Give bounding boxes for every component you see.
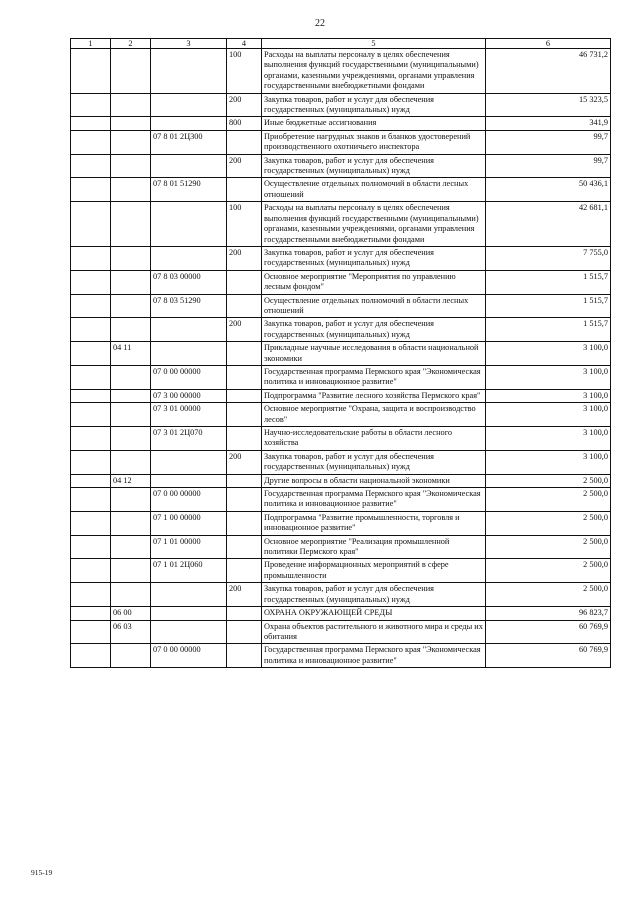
amount-cell: 60 769,9 [486,620,611,644]
table-header [71,39,611,49]
table-row [71,202,611,247]
description-cell: Закупка товаров, работ и услуг для обеспечения государственных (муниципальных) нужд [262,583,486,607]
target-code-cell: 07 1 01 00000 [151,535,227,559]
table-row [71,511,611,535]
amount-cell: 1 515,7 [486,294,611,318]
chapter-cell [71,294,111,318]
expense-type-cell [227,511,262,535]
description-cell: Осуществление отдельных полномочий в области лесных отношений [262,294,486,318]
target-code-cell [151,93,227,117]
section-cell: 06 00 [111,607,151,620]
table-row [71,246,611,270]
chapter-cell [71,318,111,342]
expense-type-cell: 200 [227,450,262,474]
amount-cell: 7 755,0 [486,246,611,270]
table-row [71,535,611,559]
section-cell [111,389,151,402]
target-code-cell [151,49,227,94]
target-code-cell: 07 3 00 00000 [151,389,227,402]
description-cell: Государственная программа Пермского края "Экономическая политика и инновационное развитие" [262,365,486,389]
chapter-cell [71,342,111,366]
amount-cell: 46 731,2 [486,49,611,94]
amount-cell: 15 323,5 [486,93,611,117]
amount-cell: 2 500,0 [486,535,611,559]
section-cell [111,93,151,117]
description-cell: Расходы на выплаты персоналу в целях обеспечения выполнения функций государственными (муниципальными) органами, казенными учреждениями, органами управления государственными внебюджетными фондами [262,202,486,247]
target-code-cell: 07 3 01 2Ц070 [151,427,227,451]
target-code-cell [151,607,227,620]
expense-type-cell: 200 [227,154,262,178]
expense-type-cell [227,644,262,668]
description-cell: ОХРАНА ОКРУЖАЮЩЕЙ СРЕДЫ [262,607,486,620]
table-row [71,583,611,607]
table-row [71,270,611,294]
table-row [71,644,611,668]
description-cell: Прикладные научные исследования в области национальной экономики [262,342,486,366]
chapter-cell [71,246,111,270]
chapter-cell [71,607,111,620]
description-cell: Основное мероприятие "Охрана, защита и воспроизводство лесов" [262,403,486,427]
amount-cell: 1 515,7 [486,318,611,342]
amount-cell: 99,7 [486,154,611,178]
chapter-cell [71,583,111,607]
table-row [71,130,611,154]
description-cell: Закупка товаров, работ и услуг для обеспечения государственных (муниципальных) нужд [262,246,486,270]
section-cell: 04 12 [111,474,151,487]
amount-cell: 2 500,0 [486,511,611,535]
description-cell: Основное мероприятие "Реализация промышленной политики Пермского края" [262,535,486,559]
target-code-cell [151,154,227,178]
section-cell [111,318,151,342]
description-cell: Закупка товаров, работ и услуг для обеспечения государственных (муниципальных) нужд [262,93,486,117]
table-row [71,559,611,583]
chapter-cell [71,49,111,94]
section-cell [111,117,151,130]
amount-cell: 96 823,7 [486,607,611,620]
target-code-cell [151,342,227,366]
amount-cell: 3 100,0 [486,450,611,474]
budget-table [70,38,611,668]
expense-type-cell [227,403,262,427]
header-row [71,39,611,49]
chapter-cell [71,488,111,512]
column-header: 4 [227,39,262,49]
amount-cell: 3 100,0 [486,365,611,389]
table-row [71,365,611,389]
section-cell [111,644,151,668]
expense-type-cell: 100 [227,49,262,94]
section-cell [111,450,151,474]
section-cell [111,178,151,202]
amount-cell: 1 515,7 [486,270,611,294]
target-code-cell: 07 0 00 00000 [151,488,227,512]
expense-type-cell [227,620,262,644]
section-cell [111,535,151,559]
page-number: 22 [315,18,325,29]
expense-type-cell [227,607,262,620]
chapter-cell [71,559,111,583]
description-cell: Проведение информационных мероприятий в сфере промышленности [262,559,486,583]
chapter-cell [71,178,111,202]
amount-cell: 2 500,0 [486,559,611,583]
section-cell: 04 11 [111,342,151,366]
expense-type-cell: 200 [227,583,262,607]
expense-type-cell: 200 [227,318,262,342]
document-code: 915-19 [31,868,53,877]
table-row [71,342,611,366]
expense-type-cell [227,535,262,559]
table-row [71,178,611,202]
section-cell [111,583,151,607]
amount-cell: 2 500,0 [486,583,611,607]
table-row [71,117,611,130]
chapter-cell [71,202,111,247]
expense-type-cell [227,474,262,487]
column-header: 2 [111,39,151,49]
description-cell: Подпрограмма "Развитие лесного хозяйства Пермского края" [262,389,486,402]
table-row [71,294,611,318]
amount-cell: 99,7 [486,130,611,154]
amount-cell: 341,9 [486,117,611,130]
table-row [71,607,611,620]
section-cell [111,365,151,389]
amount-cell: 2 500,0 [486,488,611,512]
section-cell [111,294,151,318]
target-code-cell [151,450,227,474]
target-code-cell: 07 1 01 2Ц060 [151,559,227,583]
expense-type-cell [227,559,262,583]
amount-cell: 2 500,0 [486,474,611,487]
expense-type-cell [227,342,262,366]
target-code-cell [151,474,227,487]
table-row [71,474,611,487]
description-cell: Закупка товаров, работ и услуг для обеспечения государственных (муниципальных) нужд [262,154,486,178]
table-row [71,403,611,427]
section-cell [111,270,151,294]
chapter-cell [71,130,111,154]
column-header: 6 [486,39,611,49]
amount-cell: 3 100,0 [486,342,611,366]
section-cell [111,154,151,178]
target-code-cell [151,318,227,342]
description-cell: Основное мероприятие "Мероприятия по управлению лесным фондом" [262,270,486,294]
target-code-cell [151,583,227,607]
section-cell [111,427,151,451]
target-code-cell [151,117,227,130]
target-code-cell: 07 0 00 00000 [151,644,227,668]
table-row [71,427,611,451]
chapter-cell [71,93,111,117]
section-cell [111,488,151,512]
expense-type-cell: 200 [227,246,262,270]
chapter-cell [71,117,111,130]
section-cell [111,49,151,94]
chapter-cell [71,644,111,668]
amount-cell: 60 769,9 [486,644,611,668]
description-cell: Государственная программа Пермского края "Экономическая политика и инновационное развитие" [262,644,486,668]
target-code-cell: 07 8 03 51290 [151,294,227,318]
description-cell: Закупка товаров, работ и услуг для обеспечения государственных (муниципальных) нужд [262,450,486,474]
expense-type-cell [227,365,262,389]
chapter-cell [71,620,111,644]
expense-type-cell: 200 [227,93,262,117]
column-header: 1 [71,39,111,49]
description-cell: Осуществление отдельных полномочий в области лесных отношений [262,178,486,202]
chapter-cell [71,270,111,294]
description-cell: Охрана объектов растительного и животного мира и среды их обитания [262,620,486,644]
expense-type-cell [227,427,262,451]
description-cell: Расходы на выплаты персоналу в целях обеспечения выполнения функций государственными (муниципальными) органами, казенными учреждениями, органами управления государственными внебюджетными фондами [262,49,486,94]
description-cell: Приобретение нагрудных знаков и бланков удостоверений производственного охотничьего инспектора [262,130,486,154]
target-code-cell: 07 8 01 51290 [151,178,227,202]
description-cell: Иные бюджетные ассигнования [262,117,486,130]
description-cell: Другие вопросы в области национальной экономики [262,474,486,487]
target-code-cell: 07 8 01 2Ц300 [151,130,227,154]
table-row [71,488,611,512]
chapter-cell [71,154,111,178]
chapter-cell [71,403,111,427]
section-cell [111,246,151,270]
chapter-cell [71,535,111,559]
table-row [71,318,611,342]
expense-type-cell [227,294,262,318]
chapter-cell [71,511,111,535]
amount-cell: 3 100,0 [486,427,611,451]
table-row [71,450,611,474]
expense-type-cell [227,270,262,294]
expense-type-cell [227,488,262,512]
target-code-cell [151,620,227,644]
section-cell: 06 03 [111,620,151,644]
section-cell [111,511,151,535]
chapter-cell [71,427,111,451]
section-cell [111,130,151,154]
expense-type-cell [227,130,262,154]
expense-type-cell: 100 [227,202,262,247]
chapter-cell [71,365,111,389]
target-code-cell: 07 0 00 00000 [151,365,227,389]
column-header: 3 [151,39,227,49]
table-row [71,154,611,178]
section-cell [111,559,151,583]
table-row [71,389,611,402]
amount-cell: 42 681,1 [486,202,611,247]
amount-cell: 3 100,0 [486,403,611,427]
target-code-cell: 07 8 03 00000 [151,270,227,294]
amount-cell: 50 436,1 [486,178,611,202]
table-row [71,93,611,117]
table-body [71,49,611,668]
expense-type-cell [227,389,262,402]
column-header: 5 [262,39,486,49]
expense-type-cell [227,178,262,202]
target-code-cell [151,202,227,247]
chapter-cell [71,474,111,487]
description-cell: Научно-исследовательские работы в области лесного хозяйства [262,427,486,451]
section-cell [111,202,151,247]
table-row [71,620,611,644]
target-code-cell: 07 3 01 00000 [151,403,227,427]
table-row [71,49,611,94]
amount-cell: 3 100,0 [486,389,611,402]
description-cell: Государственная программа Пермского края "Экономическая политика и инновационное развитие" [262,488,486,512]
description-cell: Подпрограмма "Развитие промышленности, торговля и инновационное развитие" [262,511,486,535]
expense-type-cell: 800 [227,117,262,130]
chapter-cell [71,450,111,474]
target-code-cell: 07 1 00 00000 [151,511,227,535]
description-cell: Закупка товаров, работ и услуг для обеспечения государственных (муниципальных) нужд [262,318,486,342]
chapter-cell [71,389,111,402]
section-cell [111,403,151,427]
target-code-cell [151,246,227,270]
